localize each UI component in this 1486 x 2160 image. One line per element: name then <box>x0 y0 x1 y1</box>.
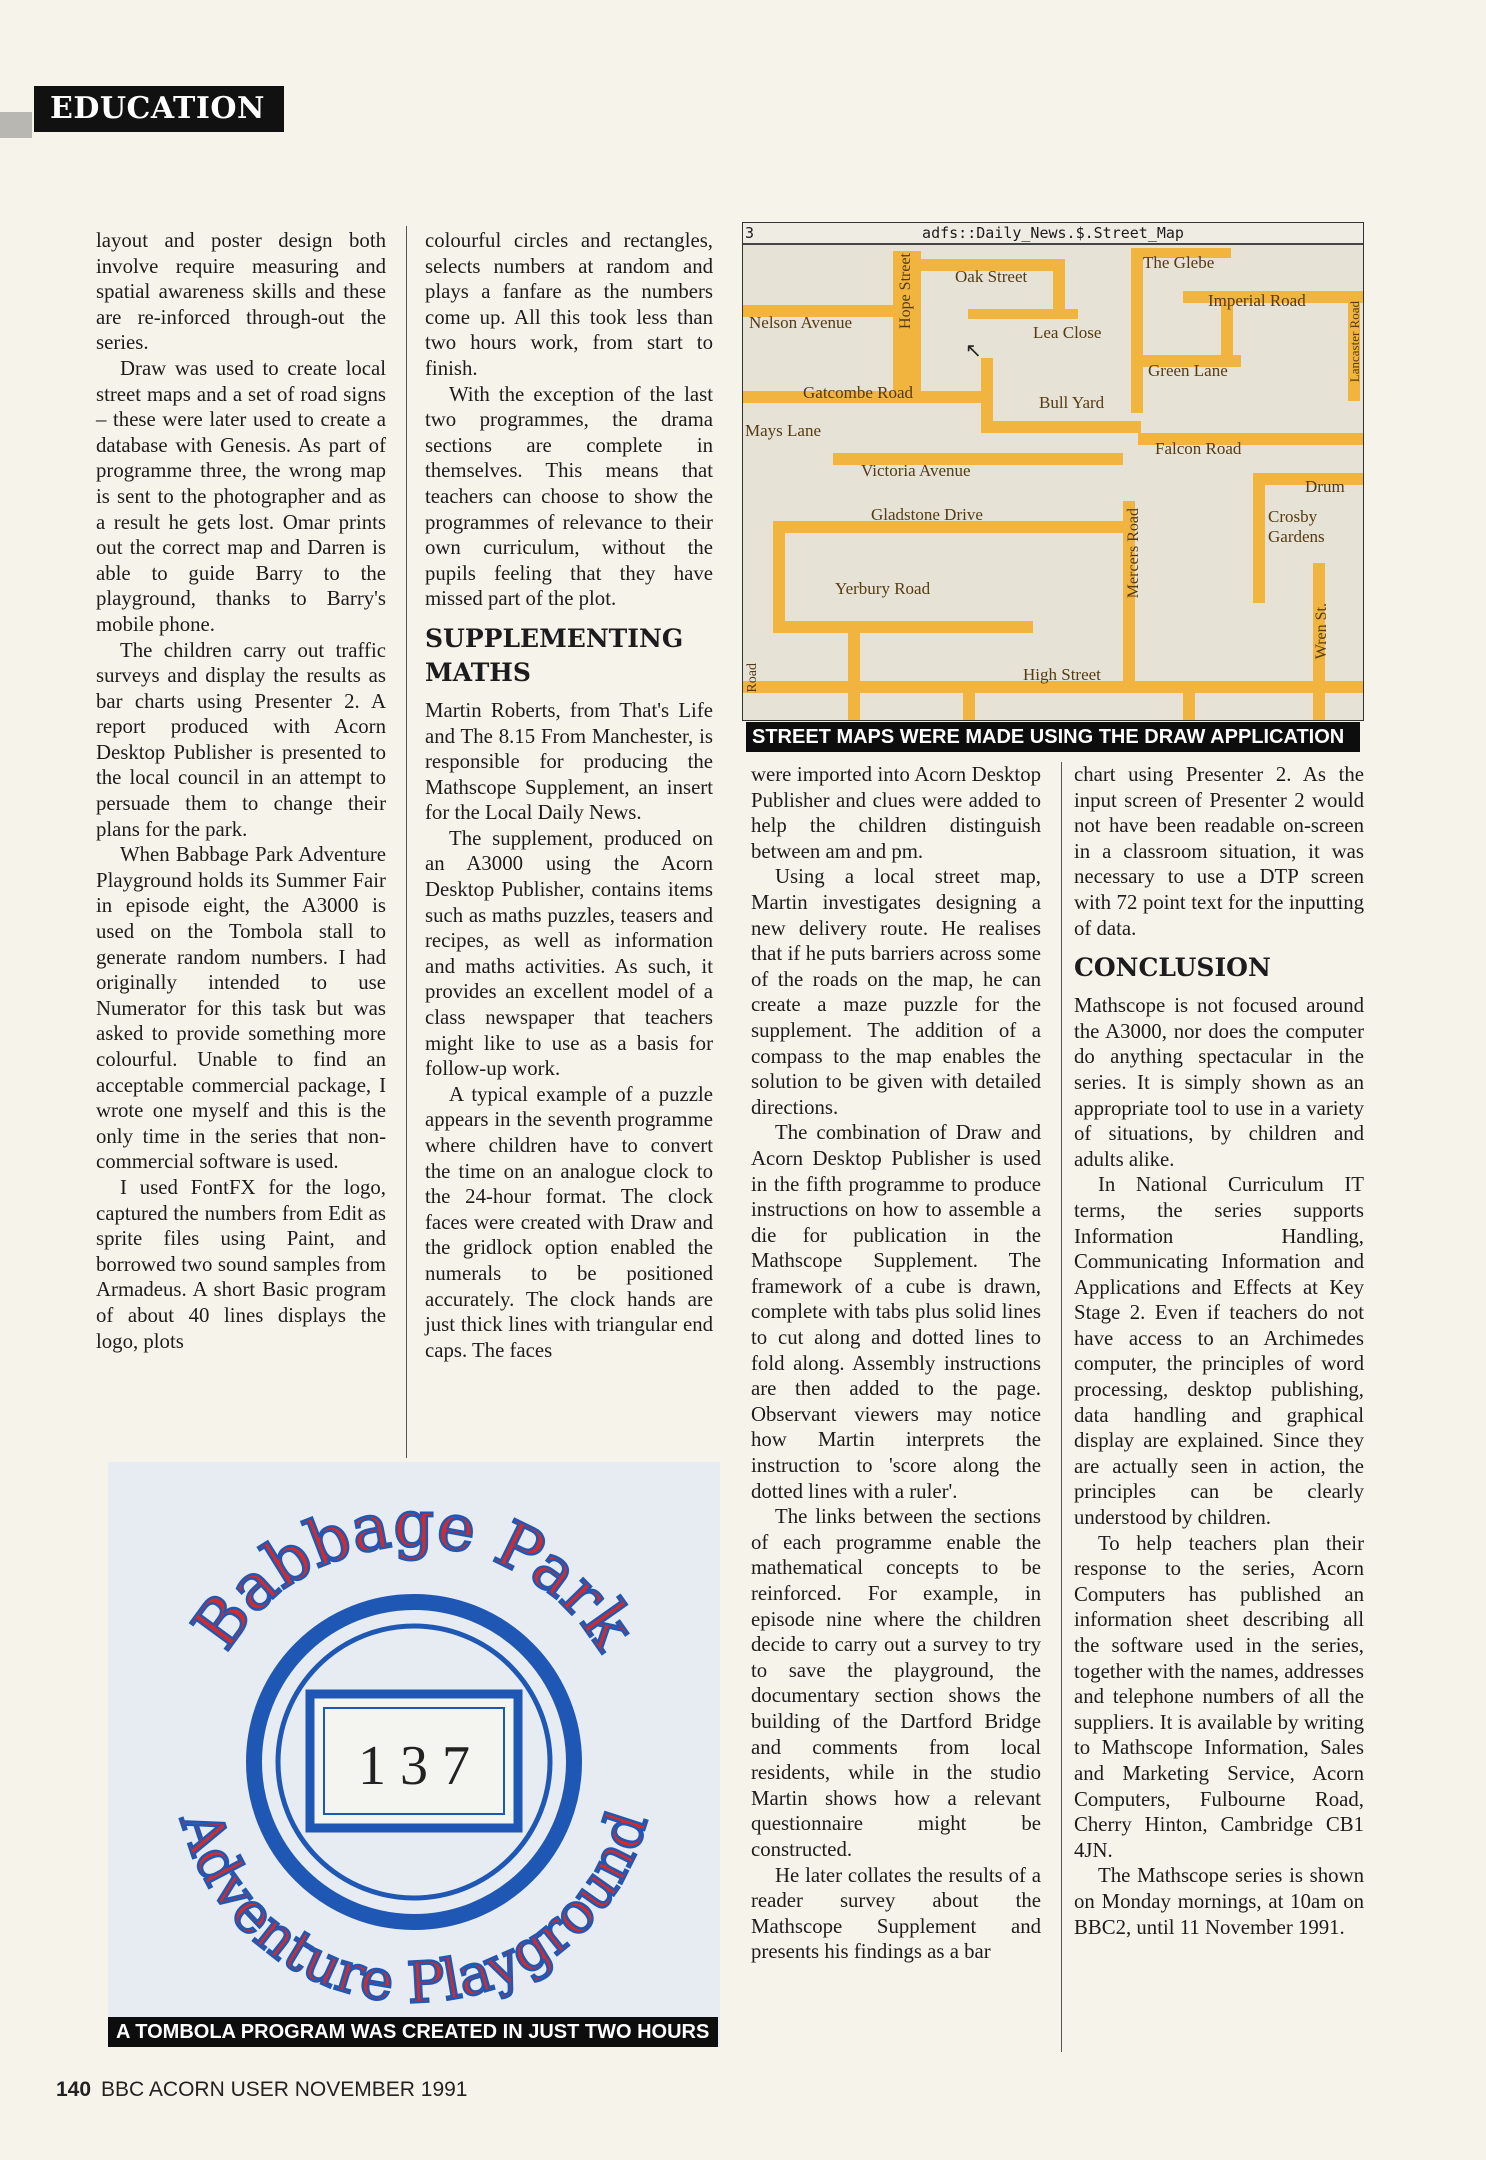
road-label: Mercers Road <box>1125 508 1142 599</box>
tombola-logo-figure <box>108 1462 720 2047</box>
road-yerbury-road <box>773 621 1033 633</box>
road-label: Nelson Avenue <box>749 313 853 332</box>
paragraph: With the exception of the last two programmes, the drama sections are complete in themselves. This means that teachers can choose to show the programmes of relevance to their own curriculum, without the pupils feeling that they have missed part of the plot. <box>425 382 713 611</box>
paragraph: The supplement, produced on an A3000 using the Acorn Desktop Publisher, contains items such as maths puzzles, teasers and recipes, as well as information and maths activities. As such, it provides an excellent model of a class newspaper that teachers might like to use as a basis for follow-up work. <box>425 826 713 1081</box>
road-label: Wren St. <box>1313 603 1330 660</box>
road-yerbury-link <box>773 521 785 631</box>
paragraph: were imported into Acorn Desktop Publisher and clues were added to help the children distinguish between am and pm. <box>751 763 1041 863</box>
road-label: Road <box>745 663 760 693</box>
column-rule <box>406 226 407 1458</box>
header-shadow <box>0 112 32 138</box>
road-label: Victoria Avenue <box>861 461 971 480</box>
logo-caption: A TOMBOLA PROGRAM WAS CREATED IN JUST TWO HOURS <box>108 2017 718 2047</box>
paragraph: Draw was used to create local street maps and a set of road signs – these were later used to create a database with Genesis. As part of programme three, the wrong map is sent to the photographer and as a result he gets lost. Omar prints out the correct map and Darren is able to guide Barry to the playground, thanks to Barry's mobile phone. <box>96 356 386 636</box>
road-victoria-link <box>981 421 1141 433</box>
section-heading: SUPPLEMENTING MATHS <box>425 623 684 687</box>
paragraph: The Mathscope series is shown on Monday mornings, at 10am on BBC2, until 11 November 1991. <box>1074 1864 1364 1939</box>
road-label: Bull Yard <box>1039 393 1105 412</box>
road-label: Lancaster Road <box>1347 301 1362 383</box>
map-window-title: adfs::Daily_News.$.Street_Map <box>922 224 1184 242</box>
road-label: Imperial Road <box>1208 291 1306 310</box>
paragraph: Mathscope is not focused around the A3000, nor does the computer do anything spectacular in the series. It is simply shown as an appropriate tool to use in a variety of situations, by children and adults alike. <box>1074 994 1364 1171</box>
column-4 <box>1074 762 1364 1940</box>
page-number: 140 <box>56 2078 92 2101</box>
section-heading: CONCLUSION <box>1074 953 1271 983</box>
map-window-titlebar <box>743 223 1363 245</box>
page-footer <box>56 2078 468 2102</box>
section-tag: EDUCATION <box>34 86 284 132</box>
tombola-number: 1 3 7 <box>358 1735 470 1797</box>
paragraph: The children carry out traffic surveys and display the results as bar charts using Presenter 2. A report produced with Acorn Desktop Publisher is presented to the local council in an attempt to persuade them to change their plans for the park. <box>96 638 386 841</box>
column-2 <box>425 228 713 1363</box>
paragraph: To help teachers plan their response to the series, Acorn Computers has published an information sheet describing all the software used in the series, together with the names, addresses and telephone numbers of all the suppliers. It is available by writing to Mathscope Information, Sales and Marketing Service, Acorn Computers, Fulbourne Road, Cherry Hinton, Cambridge CB1 4JN. <box>1074 1531 1364 1862</box>
logo-arc-bottom: Adventure Playground <box>166 1803 662 2017</box>
map-window-number: 3 <box>745 224 755 242</box>
road-label: Crosby Gardens <box>1268 507 1325 546</box>
road-label: Gatcombe Road <box>803 383 913 402</box>
road-label: Oak Street <box>955 267 1028 286</box>
paragraph: A typical example of a puzzle appears in the seventh programme where children have to convert the time on an analogue clock to the 24-hour format. The clock faces were created with Draw and the gridlock option enabled the numerals to be positioned accurately. The clock hands are just thick lines with triangular end caps. The faces <box>425 1082 713 1362</box>
road-label: The Glebe <box>1143 253 1215 272</box>
road-crosby-link <box>1253 473 1265 603</box>
paragraph: Using a local street map, Martin investigates designing a new delivery route. He realises that if he puts barriers across some of the roads on the map, he can create a maze puzzle for the supplement. The addition of a compass to the map enables the solution to be given with detailed directions. <box>751 865 1041 1119</box>
road-lea-close <box>968 309 1078 319</box>
road-label: Yerbury Road <box>835 579 931 598</box>
paragraph: He later collates the results of a reader survey about the Mathscope Supplement and presents his findings as a bar <box>751 1863 1041 1964</box>
road-label: Hope Street <box>897 253 914 329</box>
publication-line: BBC ACORN USER NOVEMBER 1991 <box>101 2078 468 2101</box>
street-map-figure <box>742 222 1364 721</box>
road-south-spur-2 <box>1183 693 1195 721</box>
pointer-icon: ↖ <box>965 340 982 362</box>
paragraph: The combination of Draw and Acorn Desktop Publisher is used in the fifth programme to produce instructions on how to assemble a die for publication in the Mathscope Supplement. The framework of a cube is drawn, complete with tabs plus solid lines to cut along and dotted lines to fold along. Assembly instructions are then added to the page. Observant viewers may notice how Martin interprets the instruction to 'score along the dotted lines with a ruler'. <box>751 1121 1041 1503</box>
babbage-park-logo <box>108 1462 720 2017</box>
paragraph: Martin Roberts, from That's Life and The 8.15 From Manchester, is responsible for producing the Mathscope Supplement, an insert for the Local Daily News. <box>425 698 713 825</box>
paragraph: When Babbage Park Adventure Playground holds its Summer Fair in episode eight, the A3000 is used on the Tombola stall to generate random numbers. I had originally intended to use Numerator for this task but was asked to provide something more colourful. Unable to find an acceptable commercial package, I wrote one myself and this is the only time in the series that non-commercial software is used. <box>96 843 386 1174</box>
column-rule <box>1061 762 1062 2052</box>
road-label: Mays Lane <box>745 421 822 440</box>
road-yerbury-south <box>848 621 860 721</box>
road-south-spur <box>963 693 975 721</box>
road-label: Drum <box>1305 477 1345 496</box>
road-label: Lea Close <box>1033 323 1102 342</box>
map-caption: STREET MAPS WERE MADE USING THE DRAW APPLICATION <box>746 722 1360 752</box>
paragraph: In National Curriculum IT terms, the series supports Information Handling, Communicating Information and Applications and Effects at Key Stage 2. Even if teachers do not have access to an Archimedes computer, the principles of word processing, desktop publishing, data handling and graphical display are explained. Since they are actually seen in action, the principles can be clearly understood by children. <box>1074 1173 1364 1530</box>
road-label: Gladstone Drive <box>871 505 983 524</box>
paragraph: colourful circles and rectangles, selects numbers at random and plays a fanfare as the numbers come up. All this took less than two hours work, from start to finish. <box>425 229 713 380</box>
paragraph: I used FontFX for the logo, captured the numbers from Edit as sprite files using Paint, and borrowed two sound samples from Armadeus. A short Basic program of about 40 lines displays the logo, plots <box>96 1175 386 1353</box>
paragraph: layout and poster design both involve require measuring and spatial awareness skills and these are re-inforced through-out the series. <box>96 229 386 355</box>
logo-arc-top: Babbage Park <box>179 1487 650 1663</box>
column-1 <box>96 228 386 1354</box>
paragraph: chart using Presenter 2. As the input screen of Presenter 2 would not have been readable on-screen in a classroom situation, it was necessary to use a DTP screen with 72 point text for the inputting of data. <box>1074 763 1364 940</box>
road-glebe-link <box>1131 248 1143 413</box>
road-label: Falcon Road <box>1155 439 1242 458</box>
road-label: High Street <box>1023 665 1101 684</box>
paragraph: The links between the sections of each programme enable the mathematical concepts to be reinforced. For example, in episode nine where the children decide to carry out a survey to try to save the playground, the documentary section shows the building of the Dartford Bridge and comments from local residents, while in the studio Martin shows how a relevant questionnaire might be constructed. <box>751 1505 1041 1861</box>
column-3 <box>751 762 1041 1965</box>
road-label: Green Lane <box>1148 361 1228 380</box>
